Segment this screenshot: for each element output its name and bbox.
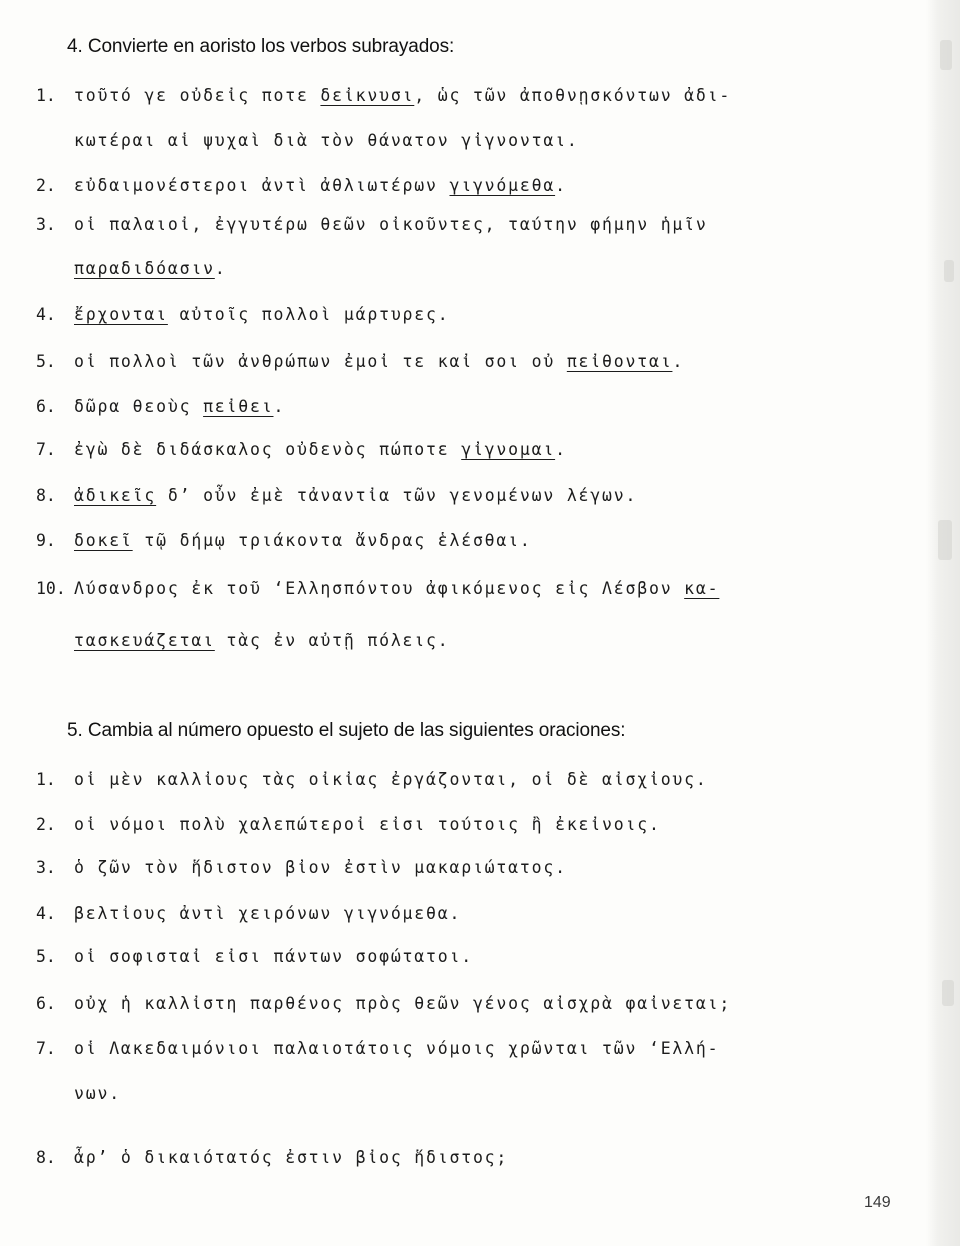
greek-text: οἱ Λακεδαιμόνιοι παλαιοτάτοις νόμοις χρῶνται τῶν ‘Ελλή-	[74, 1039, 720, 1058]
exercise-item	[36, 397, 836, 421]
section-heading: 4. Convierte en aoristo los verbos subrayados:	[67, 36, 455, 57]
exercise-item	[36, 904, 836, 928]
underlined-verb: γιγνόμεθα	[449, 176, 556, 195]
item-number: 4.	[36, 305, 56, 324]
item-number: 5.	[36, 947, 56, 966]
greek-text: οἱ παλαιοἰ, ἐγγυτέρω θεῶν οἰκοῦντες, ταύτην φήμην ἡμῖν	[74, 215, 708, 234]
exercise-item	[36, 440, 836, 464]
greek-text: οἱ πολλοὶ τῶν ἀνθρώπων ἐμοἰ τε καἰ σοι οὐ	[74, 352, 567, 371]
item-number: 3.	[36, 858, 56, 877]
underlined-verb: ἀδικεῖς	[74, 486, 157, 505]
item-number: 7.	[36, 1039, 56, 1058]
greek-text: οἱ νόμοι πολὺ χαλεπώτεροἰ εἰσι τούτοις ἢ ἐκεἰνοις.	[74, 815, 661, 834]
section-heading: 5. Cambia al número opuesto el sujeto de las siguientes oraciones:	[67, 720, 626, 741]
item-number: 10.	[36, 579, 66, 598]
underlined-verb: δοκεῖ	[74, 531, 133, 550]
exercise-item-continuation	[74, 631, 874, 655]
scanned-page-edge	[926, 0, 960, 1246]
exercise-item	[36, 1039, 836, 1063]
exercise-item	[36, 305, 836, 329]
underlined-verb: κα-	[684, 579, 720, 598]
exercise-item	[36, 531, 836, 555]
exercise-item	[36, 215, 836, 239]
item-number: 8.	[36, 1148, 56, 1167]
underlined-verb: τασκευάζεται	[74, 631, 215, 650]
item-number: 8.	[36, 486, 56, 505]
greek-text: εὐδαιμονέστεροι ἀντὶ ἀθλιωτέρων	[74, 176, 450, 195]
exercise-item	[36, 815, 836, 839]
greek-text: βελτἰους ἀντὶ χειρόνων γιγνόμεθα.	[74, 904, 462, 923]
greek-text: οἱ μὲν καλλἰους τὰς οἰκἰας ἐργάζονται, οἱ δὲ αἰσχἰους.	[74, 770, 708, 789]
item-number: 9.	[36, 531, 56, 550]
item-number: 6.	[36, 397, 56, 416]
underlined-verb: δεἰκνυσι	[320, 86, 415, 105]
greek-text: .	[555, 176, 567, 195]
exercise-item	[36, 1148, 836, 1172]
exercise-item-continuation	[74, 131, 874, 155]
greek-text: ἆρ’ ὁ δικαιότατός ἐστιν βἰος ἥδιστος;	[74, 1148, 509, 1167]
exercise-item	[36, 858, 836, 882]
exercise-item	[36, 486, 836, 510]
greek-text: δῶρα θεοὺς	[74, 397, 204, 416]
greek-text: οἱ σοφισταἰ εἰσι πάντων σοφώτατοι.	[74, 947, 473, 966]
underlined-verb: γἰγνομαι	[461, 440, 556, 459]
item-number: 2.	[36, 815, 56, 834]
greek-text: τῷ δήμῳ τριάκοντα ἄνδρας ἑλέσθαι.	[132, 531, 532, 550]
underlined-verb: πεἰθονται	[566, 352, 673, 371]
item-number: 3.	[36, 215, 56, 234]
greek-text: .	[273, 397, 286, 416]
exercise-item-continuation	[74, 259, 874, 283]
item-number: 6.	[36, 994, 56, 1013]
underlined-verb: πεἰθει	[203, 397, 274, 416]
item-number: 1.	[36, 770, 56, 789]
greek-text: τὰς ἐν αὐτῇ πόλεις.	[214, 631, 450, 650]
greek-text: .	[555, 440, 567, 459]
exercise-item	[36, 579, 836, 603]
greek-text: κωτέραι αἱ ψυχαὶ διὰ τὸν θάνατον γἰγνονται.	[74, 131, 579, 150]
exercise-item	[36, 947, 836, 971]
greek-text: αὐτοῖς πολλοὶ μάρτυρες.	[167, 305, 450, 324]
greek-text: ἐγὼ δὲ διδάσκαλος οὐδενὸς πώποτε	[74, 440, 462, 459]
greek-text: τοῦτό γε οὐδεἰς ποτε	[74, 86, 321, 105]
greek-text: , ὡς τῶν ἀποθνῃσκόντων ἀδι-	[414, 86, 732, 105]
greek-text: οὐχ ἡ καλλἰστη παρθένος πρὸς θεῶν γένος αἰσχρὰ φαἰνεται;	[74, 994, 732, 1013]
exercise-item	[36, 770, 836, 794]
item-number: 5.	[36, 352, 56, 371]
greek-text: .	[214, 259, 227, 278]
exercise-item-continuation	[74, 1084, 874, 1108]
underlined-verb: ἔρχονται	[74, 305, 168, 324]
greek-text: ὁ ζῶν τὸν ἥδιστον βἰον ἐστὶν μακαριώτατος.	[74, 858, 567, 877]
underlined-verb: παραδιδόασιν	[74, 259, 215, 278]
greek-text: δ’ οὖν ἐμὲ τἀναντἰα τῶν γενομένων λέγων.	[156, 486, 638, 505]
exercise-item	[36, 994, 836, 1018]
page-number: 149	[864, 1194, 891, 1211]
exercise-item	[36, 352, 836, 376]
greek-text: Λύσανδρος ἐκ τοῦ ‘Ελλησπόντου ἀφικόμενος εἰς Λέσβον	[74, 579, 685, 598]
item-number: 4.	[36, 904, 56, 923]
exercise-item	[36, 86, 836, 110]
item-number: 1.	[36, 86, 56, 105]
item-number: 2.	[36, 176, 56, 195]
item-number: 7.	[36, 440, 56, 459]
greek-text: .	[672, 352, 685, 371]
exercise-item	[36, 176, 836, 200]
greek-text: νων.	[74, 1084, 121, 1103]
